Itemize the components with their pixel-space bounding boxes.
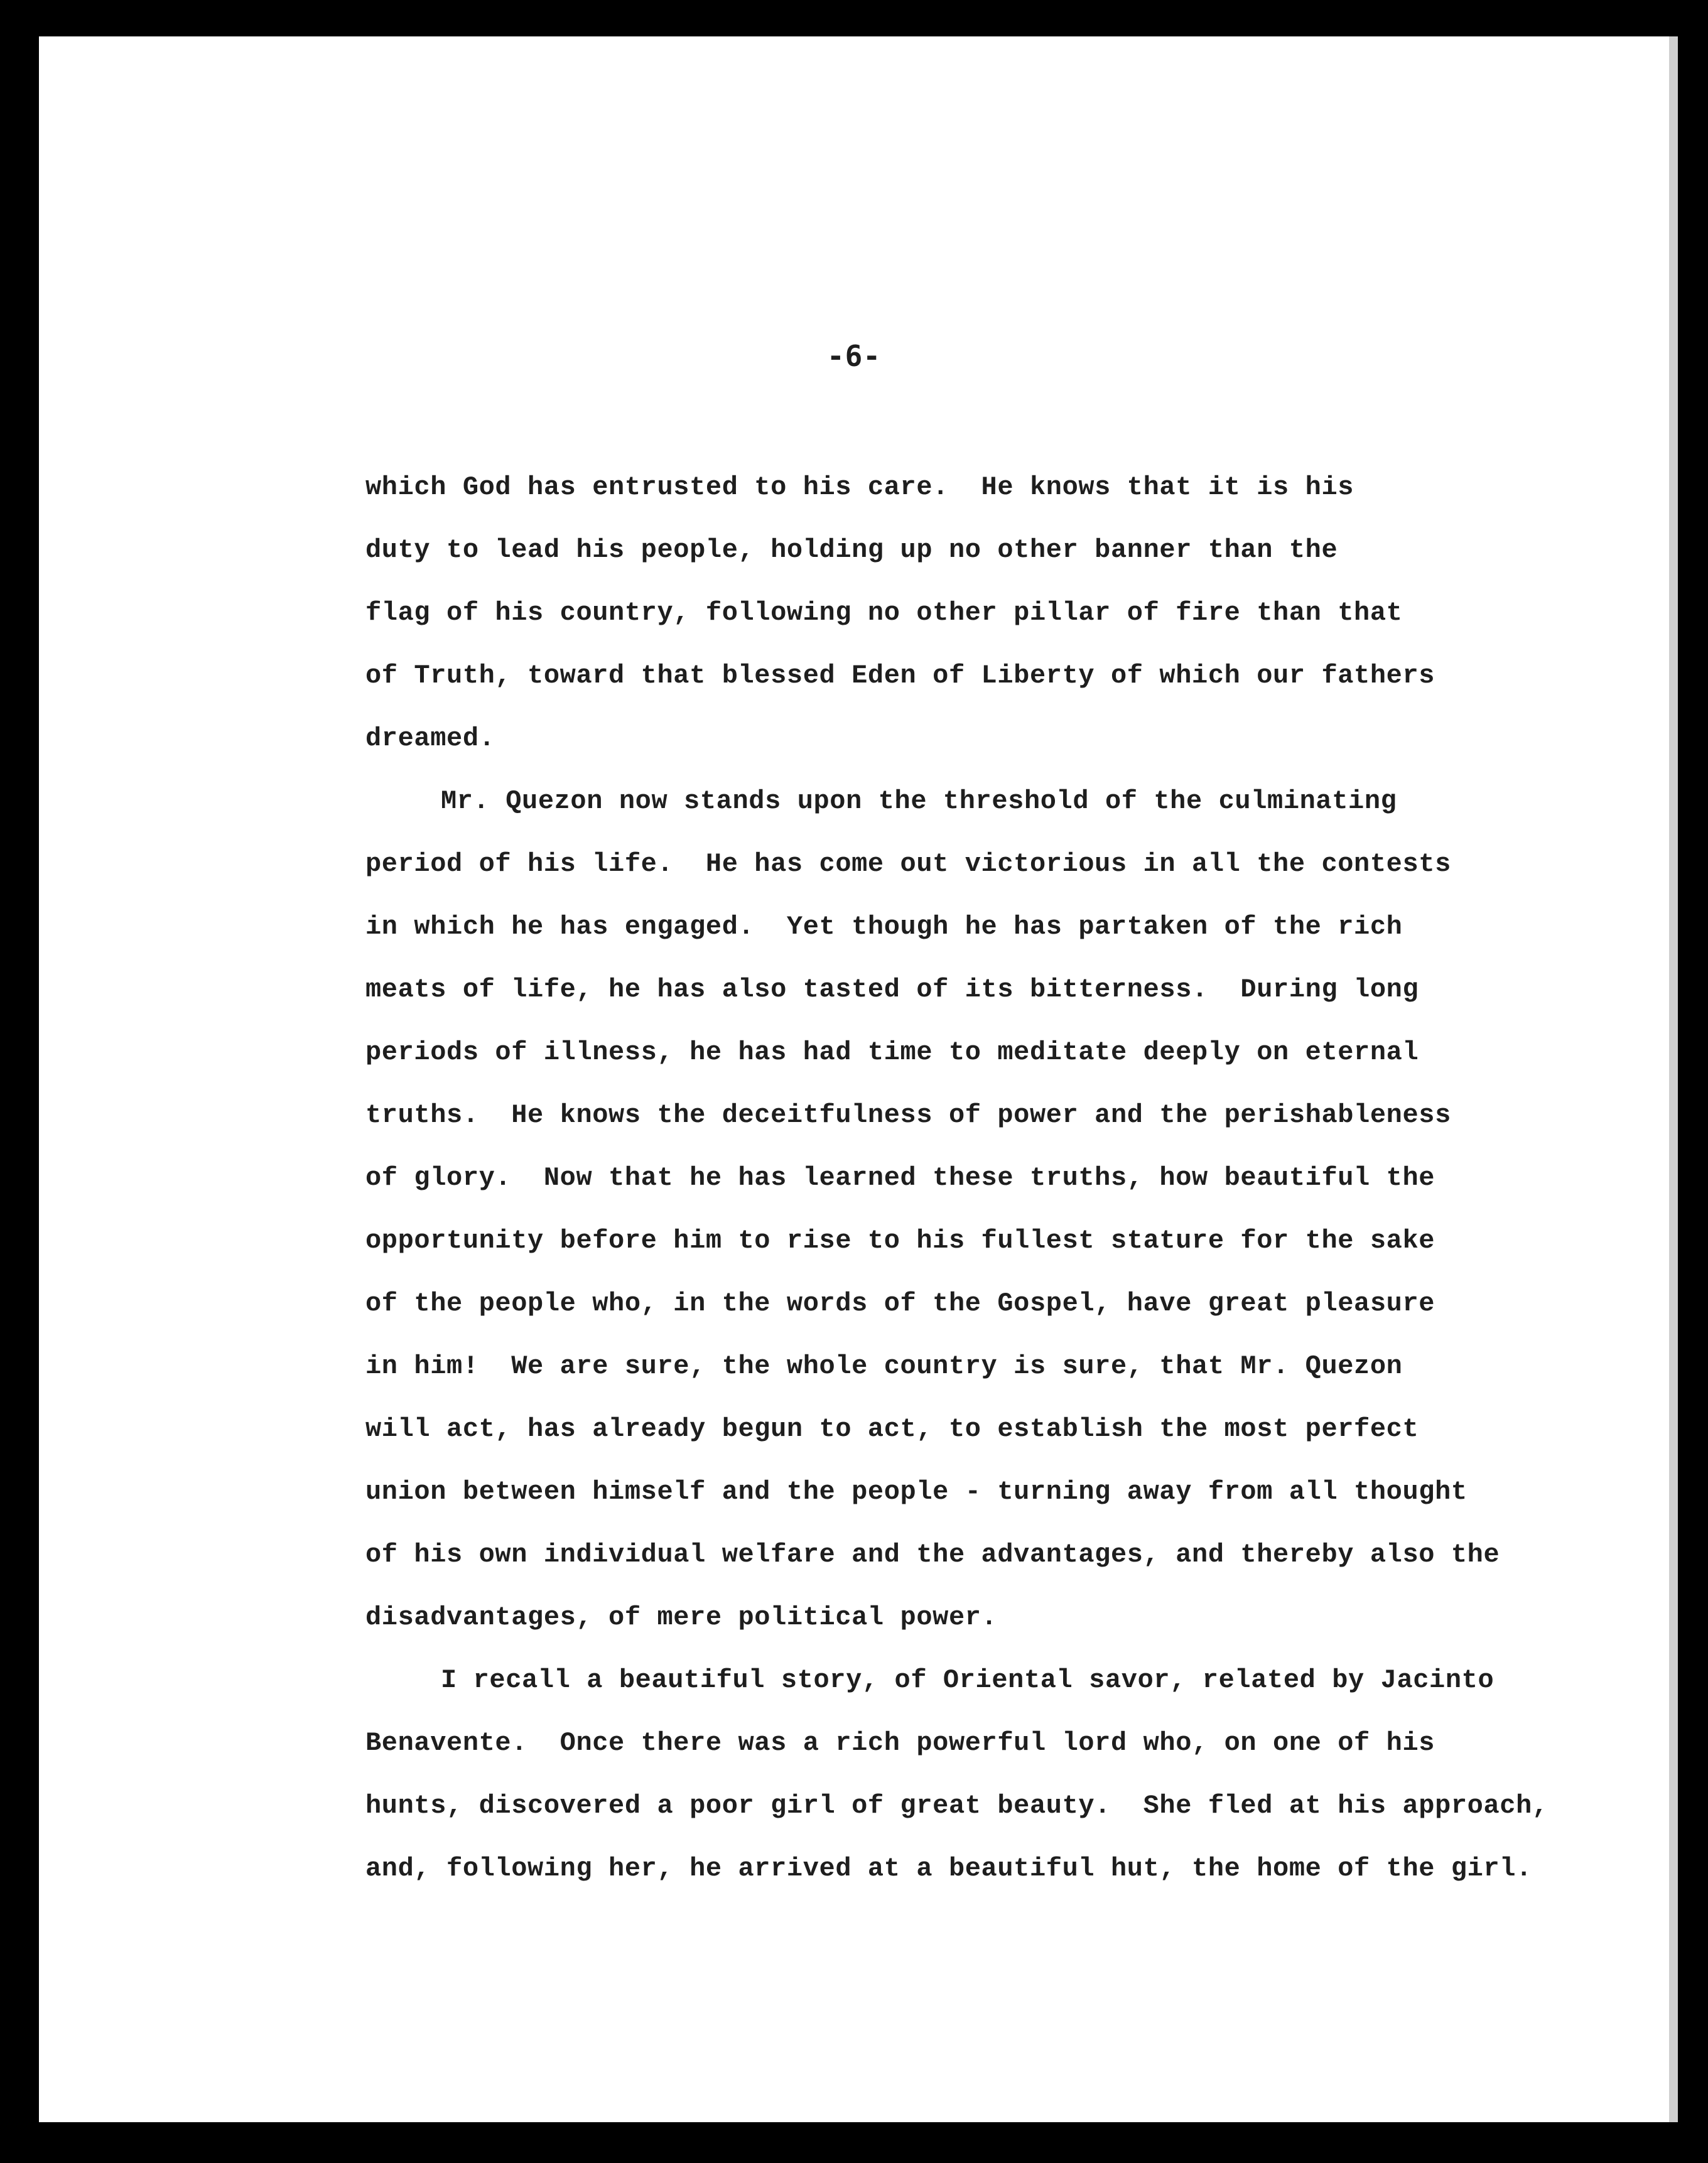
text-line: and, following her, he arrived at a beautiful hut, the home of the girl. (365, 1853, 1532, 1884)
text-line: period of his life. He has come out victorious in all the contests (365, 849, 1451, 879)
text-line: of Truth, toward that blessed Eden of Liberty of which our fathers (365, 661, 1435, 691)
text-line: hunts, discovered a poor girl of great beauty. She fled at his approach, (365, 1791, 1549, 1821)
text-line: Mr. Quezon now stands upon the threshold of the culminating (441, 786, 1397, 816)
text-line: in him! We are sure, the whole country is sure, that Mr. Quezon (365, 1351, 1403, 1381)
text-line: union between himself and the people - turning away from all thought (365, 1477, 1467, 1507)
text-line: which God has entrusted to his care. He knows that it is his (365, 472, 1354, 502)
text-line: dreamed. (365, 723, 495, 753)
text-line: of his own individual welfare and the advantages, and thereby also the (365, 1540, 1500, 1570)
text-line: truths. He knows the deceitfulness of power and the perishableness (365, 1100, 1451, 1130)
page-number: -6- (826, 339, 882, 373)
text-line: will act, has already begun to act, to establish the most perfect (365, 1414, 1419, 1444)
text-line: disadvantages, of mere political power. (365, 1602, 998, 1632)
text-line: meats of life, he has also tasted of its bitterness. During long (365, 974, 1419, 1005)
text-line: of the people who, in the words of the Gospel, have great pleasure (365, 1288, 1435, 1319)
text-line: Benavente. Once there was a rich powerful lord who, on one of his (365, 1728, 1435, 1758)
text-line: flag of his country, following no other pillar of fire than that (365, 598, 1403, 628)
text-line: duty to lead his people, holding up no other banner than the (365, 535, 1338, 565)
text-line: in which he has engaged. Yet though he has partaken of the rich (365, 912, 1403, 942)
text-line: of glory. Now that he has learned these truths, how beautiful the (365, 1163, 1435, 1193)
text-line: periods of illness, he has had time to meditate deeply on eternal (365, 1037, 1419, 1067)
document-page (39, 36, 1678, 2122)
text-line: opportunity before him to rise to his fullest stature for the sake (365, 1226, 1435, 1256)
document-body (365, 456, 1634, 1900)
text-line: I recall a beautiful story, of Oriental savor, related by Jacinto (441, 1665, 1494, 1695)
